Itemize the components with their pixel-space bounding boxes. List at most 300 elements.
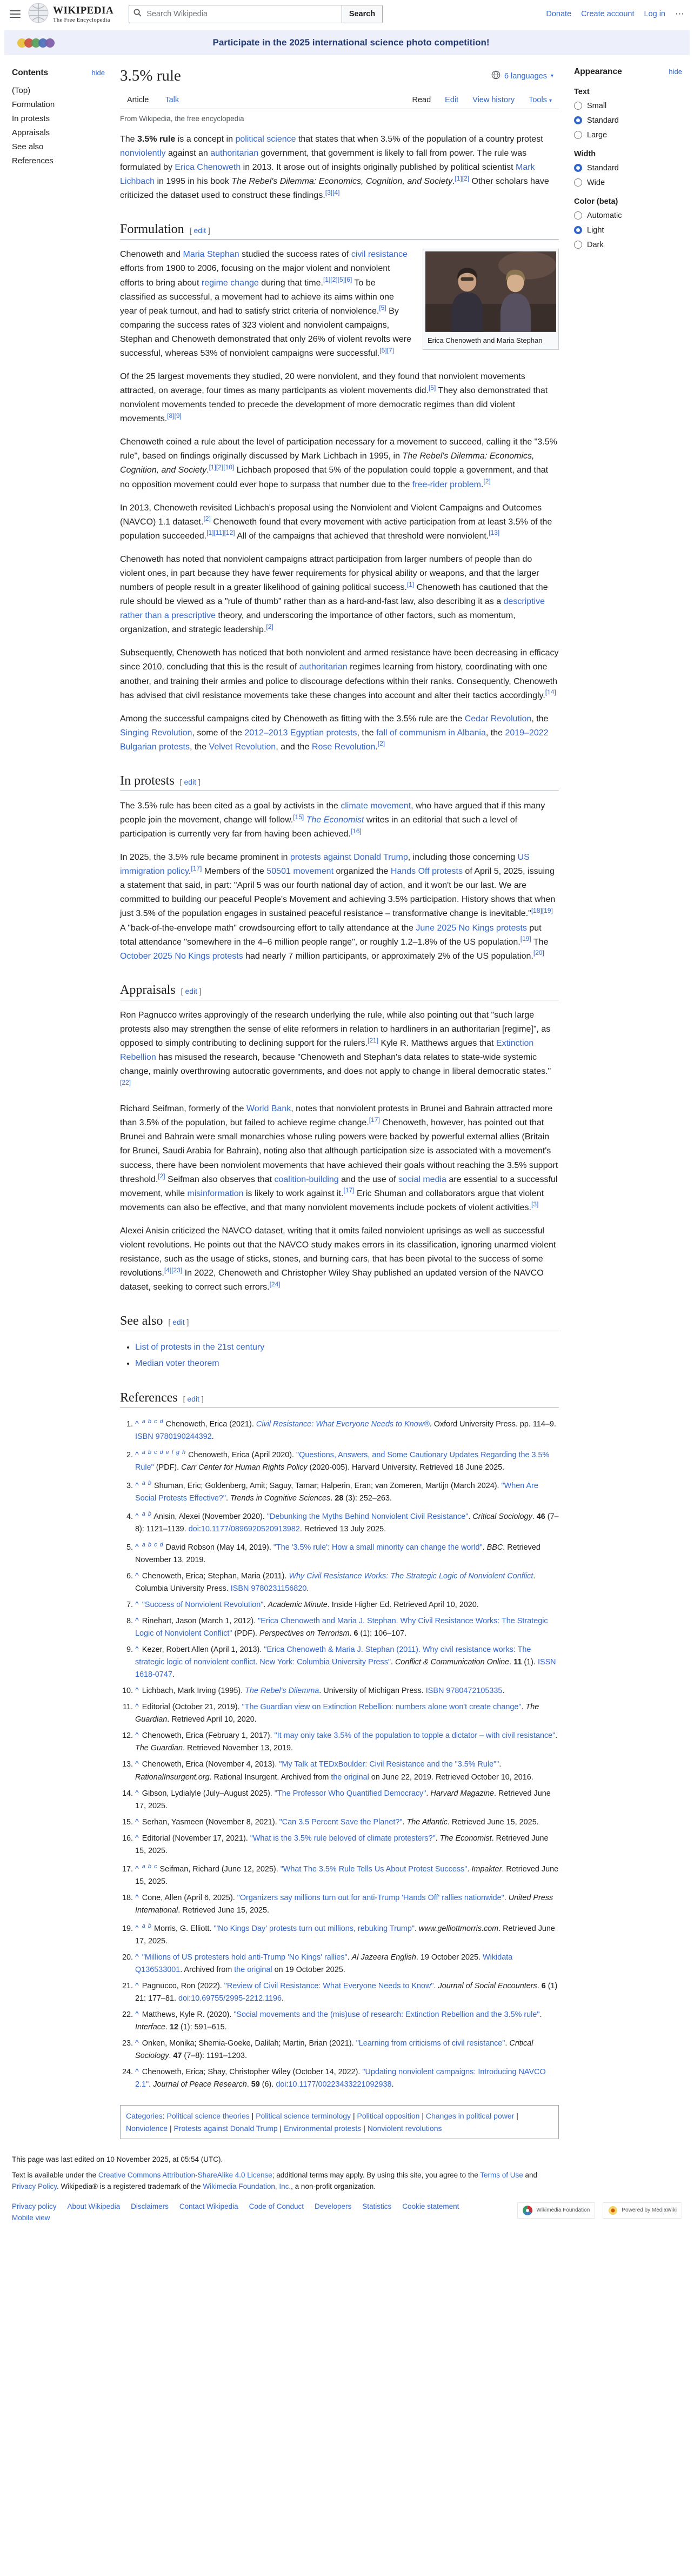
wiki-link[interactable]: protests against Donald Trump bbox=[290, 853, 408, 862]
reference-link[interactable]: [10] bbox=[223, 463, 235, 472]
reference-link[interactable]: [1] bbox=[206, 529, 214, 537]
backlink[interactable]: ^ bbox=[135, 1451, 139, 1460]
toc-hide-button[interactable]: hide bbox=[91, 69, 105, 77]
toc-item-top[interactable]: (Top) bbox=[12, 85, 31, 95]
wiki-link[interactable]: Political opposition bbox=[357, 2112, 420, 2121]
edit-section-link[interactable]: edit bbox=[185, 986, 198, 995]
paragraph: Ron Pagnucco writes approvingly of the research underlying the rule, while also pointing out that "such large protests also may strengthen the sense of elite reformers in relation to hardliners in an authoritarian [regime]", as opposed to simply contributing to declining support for the rulers.[21] Kyle R. Matthews argues that Extinction Rebellion has misused the research, because "Chenoweth and Stephan's data relates to state-wide systemic change, mainly overthrowing autocratic governments, and does not apply to change in liberal democratic states."[22] bbox=[120, 1010, 551, 1086]
wiki-link[interactable]: 10.69755/2995-2212.1196 bbox=[191, 1994, 282, 2003]
radio-icon[interactable] bbox=[574, 226, 582, 234]
toc-item-appraisals[interactable]: Appraisals bbox=[12, 128, 50, 137]
tab-read[interactable]: Read bbox=[412, 96, 431, 104]
backlink[interactable]: ^ bbox=[135, 1543, 139, 1552]
wiki-link[interactable]: List of protests in the 21st century bbox=[135, 1343, 265, 1352]
tab-article[interactable]: Article bbox=[127, 96, 149, 104]
reference-link[interactable]: [17] bbox=[343, 1186, 355, 1194]
reference-link[interactable]: [2] bbox=[377, 740, 385, 748]
wiki-link[interactable]: Mark Lichbach bbox=[120, 163, 535, 187]
backlink[interactable]: b bbox=[148, 1449, 152, 1456]
reference-link[interactable]: [2] bbox=[330, 276, 338, 284]
paragraph: In 2025, the 3.5% rule became prominent in protests against Donald Trump, including those concerning US immigration policy.[17] Members of the 50501 movement organized the Hands Off protests of April 5, 2025, issuing a statement that said, in part: "April 5 was our fourth national day of action, and it won't be our last. We are committed to building our peaceful People's Movement and achieving 3.5% participation. History shows that when just 3.5% of the population engages in sustained peaceful resistance – transformative change is inevitable."[18][19] A "back-of-the-envelope math" crowdsourcing effort to tally attendance at the June 2025 No Kings protests put total attendance "somewhere in the 4–6 million people range", or roughly 1.2–1.8% of the US population.[19] The October 2025 No Kings protests had nearly 7 million participants, or approximately 2% of the US population.[20] bbox=[120, 853, 556, 961]
main-menu-icon[interactable] bbox=[10, 7, 21, 21]
reference-item: 17. ^ $^a$ $^b$ $^c$ Seifman, Richard (June 12, 2025). "What The 3.5% Rule Tells Us About Protest Success". Impakter. Retrieved June 15, 2025. bbox=[135, 1861, 559, 1888]
backlink[interactable]: a bbox=[142, 1511, 145, 1518]
backlink[interactable]: b bbox=[148, 1511, 152, 1518]
wiki-link[interactable]: Nonviolence bbox=[126, 2123, 168, 2133]
wiki-link[interactable]: regime change bbox=[201, 278, 259, 288]
wiki-link[interactable]: ISBN bbox=[230, 1584, 249, 1593]
radio-icon[interactable] bbox=[574, 178, 582, 187]
reference-item: 2. ^ $^a$ $^b$ $^c$ $^d$ $^e$ $^f$ $^g$ $^h$ Chenoweth, Erica (April 2020). "Questions, Answers, and Some Cautionary Updates Regarding the 3.5% Rule" (PDF). Carr Center for Human Rights Policy (2020-005). Harvard University. Retrieved 18 June 2025. bbox=[135, 1447, 559, 1474]
wiki-link[interactable]: Categories bbox=[126, 2112, 163, 2121]
see-also-item[interactable] bbox=[135, 1356, 559, 1372]
backlink[interactable]: b bbox=[148, 1541, 152, 1548]
radio-icon[interactable] bbox=[574, 211, 582, 220]
reference-link[interactable]: [4] bbox=[164, 1266, 172, 1274]
backlink[interactable]: g bbox=[176, 1449, 179, 1456]
backlink[interactable]: c bbox=[154, 1863, 157, 1870]
wiki-link[interactable]: Political science theories bbox=[166, 2112, 250, 2121]
radio-icon[interactable] bbox=[574, 102, 582, 110]
wiki-link[interactable]: coalition-building bbox=[274, 1174, 339, 1184]
wiki-link[interactable]: Extinction Rebellion bbox=[120, 1038, 534, 1062]
reference-link[interactable]: [5] bbox=[428, 383, 436, 391]
backlink[interactable]: ^ bbox=[135, 1617, 139, 1626]
toc-item-in-protests[interactable]: In protests bbox=[12, 114, 50, 123]
wiki-link[interactable]: Civil Resistance: What Everyone Needs to Know® bbox=[256, 1420, 430, 1429]
backlink[interactable]: ^ bbox=[135, 1789, 139, 1798]
wiki-link[interactable]: "Erica Chenoweth & Maria J. Stephan (2011). Why civil resistance works: The strategic logic of nonviolent conflict. New York: Columbia University Press" bbox=[135, 1645, 531, 1667]
paragraph: Alexei Anisin criticized the NAVCO dataset, writing that it omits failed nonviolent uprisings as well as successful violent revolutions. He points out that the NAVCO study makes errors in its classification, ignoring unarmed violent resistance, such as the usage of sticks, stones, and burning cars, that has been pivotal to the success of some revolutions.[4][23] In 2022, Chenoweth and Christopher Wiley Shay published an updated version of the NAVCO dataset, seeking to correct such errors.[24] bbox=[120, 1226, 556, 1292]
reference-item: 19. ^ $^a$ $^b$ Morris, G. Elliott. "'No Kings Day' protests turn out millions, rebuking Trump". www.gelliottmorris.com. Retrieved June 17, 2025. bbox=[135, 1921, 559, 1948]
footer-link-statistics[interactable]: Statistics bbox=[362, 2202, 392, 2210]
wiki-link[interactable]: Wikidata bbox=[483, 1953, 513, 1962]
backlink[interactable]: ^ bbox=[135, 1760, 139, 1769]
reference-link[interactable]: [5] bbox=[379, 304, 386, 312]
wiki-link[interactable]: Environmental protests bbox=[284, 2123, 362, 2133]
paragraph: Among the successful campaigns cited by Chenoweth as fitting with the 3.5% rule are the Cedar Revolution, the Singing Revolution, some of the 2012–2013 Egyptian protests, the fall of communism in Albania, the 2019–2022 Bulgarian protests, the Velvet Revolution, and the Rose Revolution.[2] bbox=[120, 714, 549, 752]
wiki-link[interactable]: Nonviolent revolutions bbox=[367, 2123, 442, 2133]
wiki-link[interactable]: doi bbox=[276, 2080, 286, 2089]
search-button[interactable]: Search bbox=[342, 5, 383, 23]
backlink[interactable]: ^ bbox=[135, 2010, 139, 2019]
reference-item: 16. ^ Editorial (November 17, 2021). "What is the 3.5% rule beloved of climate protesters?". The Economist. Retrieved June 15, 2025. bbox=[135, 1833, 559, 1857]
wiki-link[interactable]: "The Professor Who Quantified Democracy" bbox=[274, 1789, 426, 1798]
width-wide[interactable]: Wide bbox=[574, 175, 682, 190]
wiki-link[interactable]: Erica Chenoweth bbox=[175, 163, 241, 172]
backlink[interactable]: a bbox=[142, 1863, 145, 1870]
wiki-link[interactable]: 1618-0747 bbox=[135, 1670, 172, 1679]
languages-button[interactable] bbox=[486, 67, 559, 85]
footer-link-cookie-statement[interactable]: Cookie statement bbox=[402, 2202, 459, 2210]
radio-icon[interactable] bbox=[574, 131, 582, 139]
wiki-link[interactable]: Changes in political power bbox=[425, 2112, 515, 2121]
toc-item-formulation[interactable]: Formulation bbox=[12, 99, 55, 109]
backlink[interactable]: ^ bbox=[135, 1864, 139, 1874]
edit-section bbox=[168, 1318, 189, 1326]
backlink[interactable]: ^ bbox=[135, 1924, 139, 1933]
reference-link[interactable]: [20] bbox=[533, 949, 544, 957]
backlink[interactable]: ^ bbox=[135, 1687, 139, 1696]
wiki-link[interactable]: Creative Commons Attribution-ShareAlike 4.0 License bbox=[98, 2170, 272, 2179]
reference-link[interactable]: [22] bbox=[120, 1078, 131, 1086]
wiki-link[interactable]: Cedar Revolution bbox=[464, 714, 532, 723]
backlink[interactable]: ^ bbox=[135, 2068, 139, 2077]
wiki-link[interactable]: "Debunking the Myths Behind Nonviolent Civil Resistance" bbox=[266, 1512, 469, 1521]
reference-link[interactable]: [11] bbox=[213, 529, 224, 537]
chevron-down-icon: ▾ bbox=[549, 98, 552, 104]
color-automatic[interactable]: Automatic bbox=[574, 208, 682, 223]
backlink[interactable]: a bbox=[142, 1418, 145, 1425]
wiki-link[interactable]: "What The 3.5% Rule Tells Us About Protest Success" bbox=[280, 1864, 468, 1874]
wiki-link[interactable]: 50501 movement bbox=[266, 867, 334, 877]
text-size-group bbox=[574, 88, 682, 142]
section-heading: Appraisals bbox=[120, 982, 176, 997]
wiki-link[interactable]: the original bbox=[331, 1772, 369, 1782]
reference-link[interactable]: [9] bbox=[174, 411, 182, 420]
more-options-icon[interactable]: ⋯ bbox=[675, 9, 684, 19]
edit-section-link[interactable]: edit bbox=[187, 1395, 199, 1404]
banner-message[interactable]: Participate in the 2025 international science photo competition! bbox=[212, 37, 490, 48]
wikimedia-foundation-badge[interactable]: Wikimedia Foundation bbox=[517, 2202, 595, 2219]
wiki-link[interactable]: nonviolently bbox=[120, 149, 166, 158]
footer-link-disclaimers[interactable]: Disclaimers bbox=[131, 2202, 169, 2210]
chenoweth-stephan-photo[interactable] bbox=[423, 249, 559, 350]
wikipedia-logo[interactable] bbox=[28, 3, 114, 26]
wiki-link[interactable]: "Questions, Answers, and Some Cautionary Updates Regarding the 3.5% Rule" bbox=[135, 1451, 550, 1472]
backlink[interactable]: ^ bbox=[135, 1981, 139, 1990]
article-tabs bbox=[120, 91, 559, 109]
reference-link[interactable]: [5] bbox=[337, 276, 345, 284]
reference-link[interactable]: [1] bbox=[209, 463, 216, 472]
section-heading: Formulation bbox=[120, 222, 184, 237]
color-label: Color (beta) bbox=[574, 197, 618, 206]
backlink[interactable]: ^ bbox=[135, 1600, 139, 1609]
paragraph: Richard Seifman, formerly of the World Bank, notes that nonviolent protests in Brunei and Bahrain attracted more than 3.5% of the population, but failed to achieve regime change.[17] Chenoweth, however, has pointed out that Brunei and Bahrain were small monarchies whose ruling powers were backed by powerful external allies (Britain for Brunei, Saudi Arabia for Bahrain), noting also that although participation size is associated with a movement's success, there have been nonviolent movements that have achieved their goals without reaching the 3.5% support threshold.[2] Seifman also observes that coalition-building and the use of social media are essential to a successful movement, while misinformation is likely to work against it.[17] Eric Shuman and collaborators argue that violent movements can also be effective, and that many nonviolent movements include pockets of violent activities.[3] bbox=[120, 1104, 558, 1212]
log-in-link[interactable]: Log in bbox=[644, 10, 665, 18]
backlink[interactable]: b bbox=[148, 1863, 152, 1870]
tab-view-history[interactable]: View history bbox=[472, 96, 515, 104]
wiki-link[interactable]: Political science terminology bbox=[256, 2112, 351, 2121]
footer-link-mobile-view[interactable]: Mobile view bbox=[12, 2213, 50, 2222]
color-dark[interactable]: Dark bbox=[574, 237, 682, 252]
text-size-small[interactable]: Small bbox=[574, 98, 682, 113]
section-see-also bbox=[120, 1314, 559, 1371]
backlink[interactable]: ^ bbox=[135, 1731, 139, 1741]
mediawiki-logo-icon bbox=[608, 2206, 618, 2215]
wiki-link[interactable]: "Can 3.5 Percent Save the Planet?" bbox=[279, 1817, 403, 1827]
backlink[interactable]: f bbox=[171, 1449, 174, 1456]
wiki-link[interactable]: "Review of Civil Resistance: What Everyone Needs to Know" bbox=[224, 1981, 434, 1990]
wiki-link[interactable]: "Organizers say millions turn out for anti-Trump 'Hands Off' rallies nationwide" bbox=[237, 1893, 504, 1902]
reference-item: 20. ^ "Millions of US protesters hold anti-Trump 'No Kings' rallies". Al Jazeera English. 19 October 2025. Wikidata Q136533001. Archived from the original on 19 October 2025. bbox=[135, 1951, 559, 1976]
footer-link-code-of-conduct[interactable]: Code of Conduct bbox=[249, 2202, 304, 2210]
backlink[interactable]: b bbox=[148, 1418, 152, 1425]
global-header bbox=[0, 0, 694, 28]
wiki-link[interactable]: "Millions of US protesters hold anti-Trump 'No Kings' rallies" bbox=[142, 1953, 348, 1962]
wikipedia-wordmark: WIKIPEDIA bbox=[53, 4, 114, 16]
wiki-link[interactable]: Hands Off protests bbox=[390, 867, 463, 877]
wiki-link[interactable]: Q136533001 bbox=[135, 1965, 181, 1974]
wiki-link[interactable]: "It may only take 3.5% of the population to topple a dictator – with civil resistance" bbox=[274, 1731, 556, 1741]
tools-menu[interactable]: Tools ▾ bbox=[529, 96, 552, 104]
toc-item-references[interactable]: References bbox=[12, 156, 54, 165]
wiki-link[interactable]: ISBN bbox=[135, 1432, 154, 1442]
backlink[interactable]: ^ bbox=[135, 1512, 139, 1521]
backlink[interactable]: ^ bbox=[135, 1482, 139, 1490]
section-in-protests bbox=[120, 774, 559, 964]
tab-edit[interactable]: Edit bbox=[445, 96, 459, 104]
backlink[interactable]: b bbox=[148, 1480, 152, 1487]
backlink[interactable]: ^ bbox=[135, 1571, 139, 1581]
reference-list bbox=[120, 1416, 559, 2091]
reference-link[interactable]: [7] bbox=[386, 346, 394, 354]
backlink[interactable]: d bbox=[159, 1449, 163, 1456]
backlink[interactable]: ^ bbox=[135, 2039, 139, 2048]
reference-link[interactable]: [2] bbox=[462, 174, 470, 182]
user-links bbox=[546, 9, 684, 19]
reference-item: 24. ^ Chenoweth, Erica; Shay, Christopher Wiley (October 14, 2022). "Updating nonviolent campaigns: Introducing NAVCO 2.1". Journal of Peace Research. 59 (6). doi:10.1177/00223433221092938. bbox=[135, 2066, 559, 2091]
reference-item: 8. ^ Rinehart, Jason (March 1, 2012). "Erica Chenoweth and Maria J. Stephan. Why Civil Resistance Works: The Strategic Logic of Nonviolent Conflict" (PDF). Perspectives on Terrorism. 6 (1): 106–107. bbox=[135, 1615, 559, 1640]
reference-link[interactable]: [2] bbox=[203, 515, 211, 523]
see-also-item[interactable] bbox=[135, 1339, 559, 1356]
photo-image bbox=[425, 251, 556, 332]
reference-item: 1. ^ $^a$ $^b$ $^c$ $^d$ Chenoweth, Erica (2021). Civil Resistance: What Everyone Needs to Know®. Oxford University Press. pp. 114–9. ISBN 9780190244392. bbox=[135, 1416, 559, 1443]
wiki-link[interactable]: the original bbox=[234, 1965, 272, 1974]
edit-section bbox=[180, 778, 201, 786]
radio-icon[interactable] bbox=[574, 116, 582, 124]
wiki-link[interactable]: Velvet Revolution bbox=[209, 742, 276, 752]
edit-section-link[interactable]: edit bbox=[193, 226, 206, 235]
reference-link[interactable]: [19] bbox=[520, 935, 531, 943]
wiki-link[interactable]: descriptive rather than a prescriptive bbox=[120, 597, 545, 621]
reference-link[interactable]: [19] bbox=[542, 907, 553, 915]
appearance-title: Appearance bbox=[574, 67, 622, 76]
wiki-link[interactable]: Wikimedia Foundation, Inc. bbox=[203, 2182, 291, 2190]
tab-talk[interactable]: Talk bbox=[165, 96, 179, 104]
reference-link[interactable]: [17] bbox=[369, 1116, 380, 1124]
wiki-link[interactable]: June 2025 No Kings protests bbox=[416, 923, 527, 933]
wiki-link[interactable]: Privacy Policy bbox=[12, 2182, 57, 2190]
color-group bbox=[574, 197, 682, 252]
wiki-link[interactable]: Protests against Donald Trump bbox=[174, 2123, 278, 2133]
reference-item: 3. ^ $^a$ $^b$ Shuman, Eric; Goldenberg, Amit; Saguy, Tamar; Halperin, Eran; van Zomeren, Martijn (March 2024). "When Are Social Protests Effective?". Trends in Cognitive Sciences. 28 (3): 252–263. bbox=[135, 1478, 559, 1505]
backlink[interactable]: c bbox=[154, 1449, 157, 1456]
footer-link-contact[interactable]: Contact Wikipedia bbox=[179, 2202, 238, 2210]
paragraph: Chenoweth has noted that nonviolent campaigns attract participation from larger numbers of people than do violent ones, in part because they have fewer requirements for physical ability or weapons, and that the larger numbers of people result in a greater likelihood of gaining political success.[1] Chenoweth has cautioned that the rule should be viewed as a "rule of thumb" rather than as a hard-and-fast law, also describing it as a descriptive rather than a prescriptive theory, and underscoring the importance of other factors, such as momentum, organization, and strategic leadership.[2] bbox=[120, 554, 548, 635]
reference-link[interactable]: [2] bbox=[158, 1172, 165, 1180]
wiki-link[interactable]: Median voter theorem bbox=[135, 1358, 219, 1368]
paragraph: Subsequently, Chenoweth has noticed that both nonviolent and armed resistance have been decreasing in efficacy since 2010, concluding that this is the result of authoritarian regimes learning from history, coordinating with one another, and training their armies and police to discourage defections within their ranks. Consequently, Chenoweth has advised that civil resistance movements take these changes into account and alter their tactics accordingly.[14] bbox=[120, 648, 559, 700]
section-formulation bbox=[120, 222, 559, 754]
wiki-link[interactable]: "Success of Nonviolent Revolution" bbox=[142, 1600, 264, 1609]
paragraph: The 3.5% rule has been cited as a goal by activists in the climate movement, who have argued that if this many people join the movement, change will follow.[15] The Economist writes in an editorial that such a level of participation is currently very far from having been achieved.[16] bbox=[120, 801, 545, 839]
sitenotice-banner[interactable] bbox=[4, 30, 690, 55]
wiki-link[interactable]: "Social movements and the (mis)use of research: Extinction Rebellion and the 3.5% rule" bbox=[233, 2010, 540, 2019]
wiki-link[interactable]: The Economist bbox=[306, 815, 364, 825]
backlink[interactable]: ^ bbox=[135, 1645, 139, 1655]
wiki-link[interactable]: "The Guardian view on Extinction Rebellion: numbers alone won't create change" bbox=[242, 1703, 522, 1712]
reference-link[interactable]: [1] bbox=[406, 580, 415, 588]
wiki-link[interactable]: Singing Revolution bbox=[120, 728, 192, 738]
reference-link[interactable]: [16] bbox=[350, 827, 362, 835]
backlink[interactable]: a bbox=[142, 1541, 145, 1548]
reference-item: 7. ^ "Success of Nonviolent Revolution". Academic Minute. Inside Higher Ed. Retrieved April 10, 2020. bbox=[135, 1599, 559, 1611]
wiki-link[interactable]: Maria Stephan bbox=[183, 250, 239, 260]
reference-item: 12. ^ Chenoweth, Erica (February 1, 2017). "It may only take 3.5% of the population to topple a dictator – with civil resistance". The Guardian. Retrieved November 13, 2019. bbox=[135, 1730, 559, 1755]
reference-item: 18. ^ Cone, Allen (April 6, 2025). "Organizers say millions turn out for anti-Trump 'Hands Off' rallies nationwide". United Press International. Retrieved June 15, 2025. bbox=[135, 1892, 559, 1917]
footer-link-about[interactable]: About Wikipedia bbox=[67, 2202, 121, 2210]
footer-link-developers[interactable]: Developers bbox=[315, 2202, 352, 2210]
reference-link[interactable]: [8] bbox=[167, 411, 175, 420]
wiki-link[interactable]: "The '3.5% rule': How a small minority can change the world" bbox=[273, 1543, 483, 1552]
backlink[interactable]: b bbox=[148, 1922, 152, 1929]
reference-link[interactable]: [23] bbox=[171, 1266, 183, 1274]
reference-item: 11. ^ Editorial (October 21, 2019). "The Guardian view on Extinction Rebellion: numbers alone won't create change". The Guardian. Retrieved April 10, 2020. bbox=[135, 1701, 559, 1726]
wiki-link[interactable]: authoritarian bbox=[210, 149, 259, 158]
color-light[interactable]: Light bbox=[574, 223, 682, 237]
reference-link[interactable]: [13] bbox=[489, 529, 500, 537]
languages-count: 6 languages bbox=[504, 71, 547, 81]
reference-link[interactable]: [2] bbox=[483, 477, 491, 486]
appearance-panel bbox=[574, 67, 682, 2139]
wiki-link[interactable]: ISBN bbox=[425, 1687, 444, 1696]
wiki-link[interactable]: "Learning from criticisms of civil resistance" bbox=[356, 2039, 505, 2048]
language-icon bbox=[491, 70, 501, 82]
edit-section-link[interactable]: edit bbox=[184, 777, 197, 786]
wiki-link[interactable]: Terms of Use bbox=[480, 2170, 523, 2179]
wiki-link[interactable]: "My Talk at TEDxBoulder: Civil Resistance and the "3.5% Rule"" bbox=[279, 1760, 499, 1769]
donate-link[interactable]: Donate bbox=[546, 10, 572, 18]
reference-item: 13. ^ Chenoweth, Erica (November 4, 2013). "My Talk at TEDxBoulder: Civil Resistance and the "3.5% Rule"". RationalInsurgent.org. Rational Insurgent. Archived from the original on June 22, 2019. Retrieved October 10, 2016. bbox=[135, 1758, 559, 1783]
wiki-link[interactable]: 10.1177/00223433221092938 bbox=[288, 2080, 392, 2089]
backlink[interactable]: ^ bbox=[135, 1893, 139, 1902]
width-standard[interactable]: Standard bbox=[574, 161, 682, 175]
backlink[interactable]: a bbox=[142, 1922, 145, 1929]
wiki-link[interactable]: "What is the 3.5% rule beloved of climate protesters?" bbox=[250, 1834, 436, 1843]
wiki-link[interactable]: Rose Revolution bbox=[311, 742, 376, 752]
wiki-link[interactable]: Why Civil Resistance Works: The Strategic Logic of Nonviolent Conflict bbox=[289, 1571, 533, 1581]
wiki-link[interactable]: US immigration policy bbox=[120, 853, 530, 877]
backlink[interactable]: ^ bbox=[135, 1420, 139, 1429]
backlink[interactable]: a bbox=[142, 1480, 145, 1487]
reference-link[interactable]: [2] bbox=[216, 463, 224, 472]
section-appraisals bbox=[120, 983, 559, 1294]
backlink[interactable]: e bbox=[165, 1449, 169, 1456]
wiki-link[interactable]: ISSN bbox=[537, 1658, 556, 1667]
reference-link[interactable]: [24] bbox=[269, 1280, 281, 1288]
wiki-link[interactable]: fall of communism in Albania bbox=[376, 728, 486, 738]
page-footer bbox=[0, 2139, 694, 2247]
section-heading: In protests bbox=[120, 773, 175, 788]
reference-link[interactable]: [1] bbox=[323, 276, 331, 284]
reference-link[interactable]: [2] bbox=[266, 622, 273, 630]
radio-icon[interactable] bbox=[574, 164, 582, 172]
paragraph: Of the 25 largest movements they studied, 20 were nonviolent, and they found that nonviolent movements attracted, on average, four times as many participants as violent movements did.[5] They also demonstrated that nonviolent movements tended to precede the development of more democratic regimes than did violent movements.[8][9] bbox=[120, 372, 548, 424]
backlink[interactable]: ^ bbox=[135, 1703, 139, 1712]
wiki-link[interactable]: 2019–2022 Bulgarian protests bbox=[120, 728, 549, 752]
edit-section bbox=[181, 987, 202, 995]
table-of-contents bbox=[12, 67, 105, 2139]
wiki-link[interactable]: free-rider problem bbox=[412, 480, 481, 489]
powered-by-mediawiki-badge[interactable]: Powered by MediaWiki bbox=[603, 2202, 682, 2219]
wiki-link[interactable]: social media bbox=[398, 1174, 446, 1184]
reference-link[interactable]: [15] bbox=[293, 813, 304, 821]
edit-section-link[interactable]: edit bbox=[172, 1318, 185, 1327]
wiki-link[interactable]: civil resistance bbox=[351, 250, 408, 260]
backlink[interactable]: c bbox=[154, 1541, 157, 1548]
backlink[interactable]: d bbox=[159, 1541, 163, 1548]
backlink[interactable]: ^ bbox=[135, 1817, 139, 1827]
wiki-link[interactable]: climate movement bbox=[341, 801, 411, 811]
backlink[interactable]: a bbox=[142, 1449, 145, 1456]
reference-item: 23. ^ Onken, Monika; Shemia-Goeke, Dalilah; Martin, Brian (2021). "Learning from criticisms of civil resistance". Critical Sociology. 47 (7–8): 1191–1203. bbox=[135, 2037, 559, 2062]
reference-link[interactable]: [12] bbox=[224, 529, 235, 537]
reference-link[interactable]: [18] bbox=[531, 907, 542, 915]
reference-item: 5. ^ $^a$ $^b$ $^c$ $^d$ David Robson (May 14, 2019). "The '3.5% rule': How a small minority can change the world". BBC. Retrieved November 13, 2019. bbox=[135, 1539, 559, 1566]
wiki-link[interactable]: doi bbox=[188, 1524, 199, 1533]
wiki-link[interactable]: World Bank bbox=[246, 1104, 291, 1114]
backlink[interactable]: d bbox=[159, 1418, 163, 1425]
wiki-link[interactable]: 9780231156820 bbox=[251, 1584, 307, 1593]
reference-link[interactable]: [21] bbox=[368, 1036, 379, 1044]
wiki-link[interactable]: political science bbox=[235, 135, 296, 144]
category-links: Categories: Political science theories | Political science terminology | Political opposition | Changes in political power | Nonviolence | Protests against Donald Trump | Environmental protests | Nonviolent revolutions bbox=[120, 2105, 559, 2139]
wiki-link[interactable]: 2012–2013 Egyptian protests bbox=[244, 728, 357, 738]
backlink[interactable]: h bbox=[182, 1449, 186, 1456]
photo-caption: Erica Chenoweth and Maria Stephan bbox=[428, 336, 543, 345]
footer-links bbox=[12, 2202, 501, 2222]
reference-link[interactable]: [6] bbox=[344, 276, 352, 284]
text-size-standard[interactable]: Standard bbox=[574, 113, 682, 128]
reference-link[interactable]: [3] bbox=[531, 1200, 539, 1209]
wiki-link[interactable]: "'No Kings Day' protests turn out millions, rebuking Trump" bbox=[213, 1924, 415, 1933]
reference-link[interactable]: [5] bbox=[379, 346, 387, 354]
wiki-link[interactable]: "When Are Social Protests Effective?" bbox=[135, 1482, 538, 1503]
reference-link[interactable]: [1] bbox=[455, 174, 462, 182]
science-competition-logo-icon bbox=[19, 38, 55, 48]
wiki-link[interactable]: doi bbox=[178, 1994, 189, 2003]
wiki-link[interactable]: October 2025 No Kings protests bbox=[120, 951, 243, 961]
backlink[interactable]: ^ bbox=[135, 1953, 139, 1962]
backlink[interactable]: ^ bbox=[135, 1834, 139, 1843]
toc-item-see-also[interactable]: See also bbox=[12, 142, 44, 151]
create-account-link[interactable]: Create account bbox=[581, 10, 635, 18]
reference-link[interactable]: [3] bbox=[325, 188, 333, 196]
wiki-link[interactable]: 9780472105335 bbox=[446, 1687, 503, 1696]
wiki-link[interactable]: "Erica Chenoweth and Maria J. Stephan. Why Civil Resistance Works: The Strategic Logic of Nonviolent Conflict" bbox=[135, 1617, 548, 1638]
wiki-link[interactable]: The Rebel's Dilemma bbox=[245, 1687, 319, 1696]
wiki-link[interactable]: misinformation bbox=[187, 1189, 244, 1198]
radio-icon[interactable] bbox=[574, 241, 582, 249]
section-heading: See also bbox=[120, 1314, 163, 1329]
reference-link[interactable]: [14] bbox=[545, 688, 556, 696]
reference-item: 22. ^ Matthews, Kyle R. (2020). "Social movements and the (mis)use of research: Extinction Rebellion and the 3.5% rule". Interface. 12 (1): 591–615. bbox=[135, 2009, 559, 2034]
wiki-link[interactable]: authoritarian bbox=[299, 662, 348, 672]
footer-link-privacy[interactable]: Privacy policy bbox=[12, 2202, 57, 2210]
wiki-link[interactable]: "Updating nonviolent campaigns: Introducing NAVCO 2.1" bbox=[135, 2068, 546, 2089]
last-edited-note: This page was last edited on 10 November 2025, at 05:54 (UTC). bbox=[12, 2155, 223, 2163]
backlink[interactable]: c bbox=[154, 1418, 157, 1425]
reference-link[interactable]: [4] bbox=[332, 188, 340, 196]
wiki-link[interactable]: 9780190244392 bbox=[155, 1432, 212, 1442]
paragraph: Chenoweth and Maria Stephan studied the success rates of civil resistance efforts from 1900 to 2006, focusing on the major violent and nonviolent efforts to bring about regime change during that time.[1][2][5][6] To be classified as successful, a movement had to achieve its aims within one year of peak turnout, and had to satisfy strict criteria of nonviolence.[5] By comparing the success rates of 323 violent and nonviolent campaigns, Stephan and Chenoweth demonstrated that only 26% of violent revolts were successful, whereas 53% of nonviolent campaigns were successful.[5][7] bbox=[120, 250, 411, 358]
reference-link[interactable]: [17] bbox=[191, 864, 202, 872]
wiki-link[interactable]: 10.1177/0896920520913982 bbox=[201, 1524, 300, 1533]
appearance-hide-button[interactable]: hide bbox=[669, 68, 682, 76]
search-input[interactable] bbox=[145, 9, 337, 19]
text-size-large[interactable]: Large bbox=[574, 128, 682, 142]
